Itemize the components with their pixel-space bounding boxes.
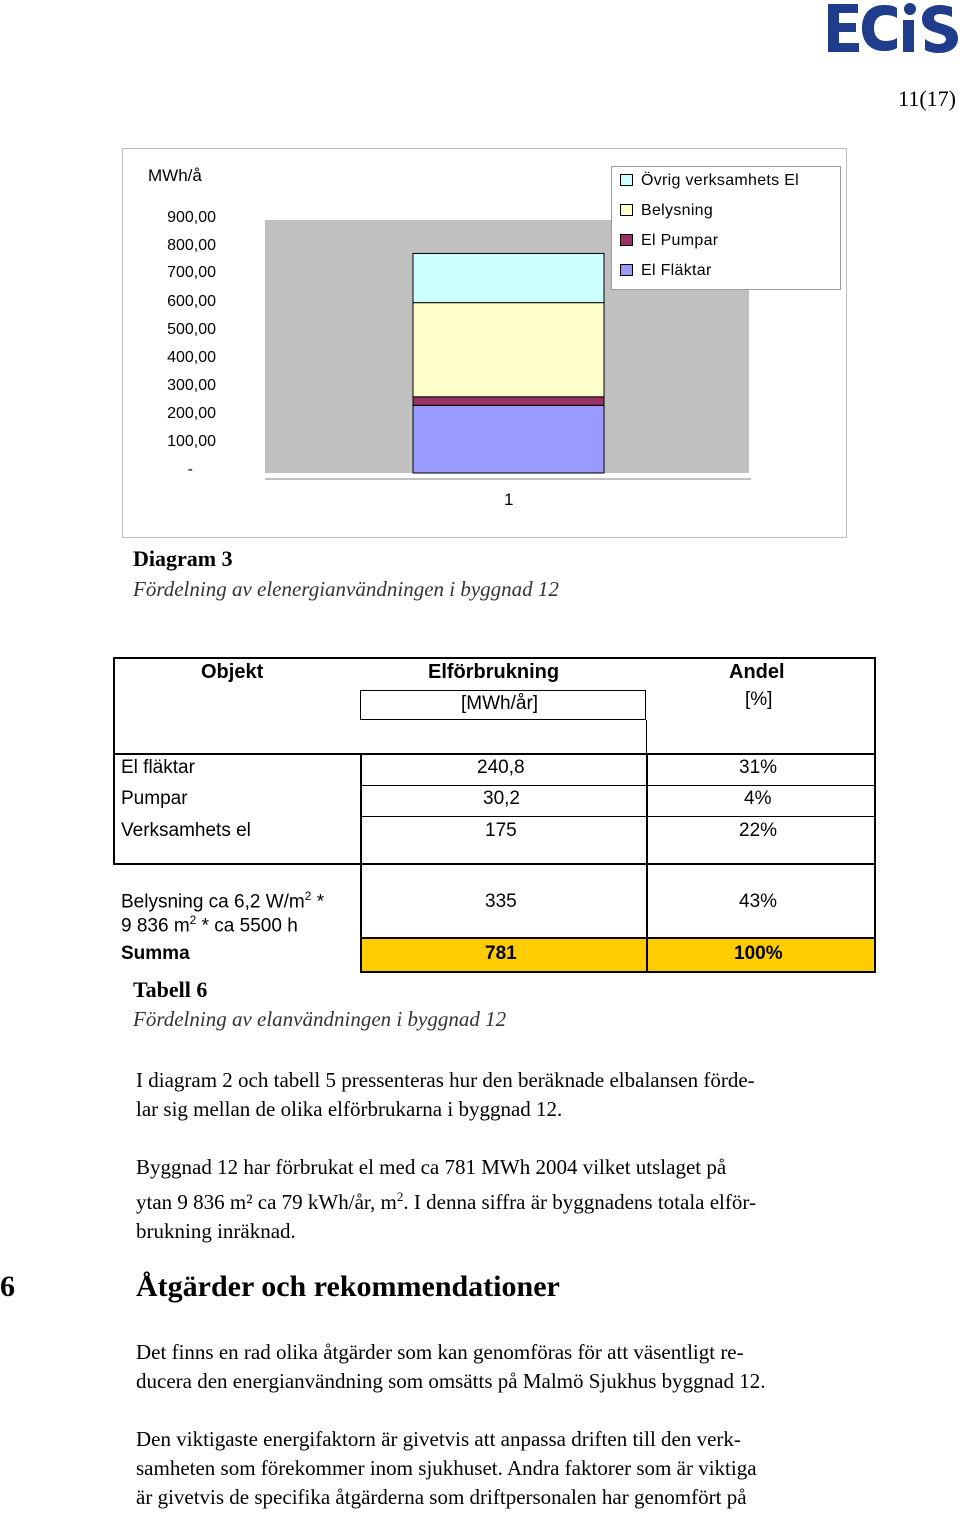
bar-segment-belysning: [413, 303, 604, 397]
row-share: 22%: [739, 820, 778, 841]
diagram-caption-title: Fördelning av elenergianvändningen i byggnad 12: [133, 577, 559, 601]
legend-swatch: [620, 264, 633, 276]
table-border: [360, 937, 876, 939]
paragraph-total-consumption: Byggnad 12 har förbrukat el med ca 781 MWh 2004 vilket utslaget på ytan 9 836 m² ca 79 kWh/år, $m^2$. I denna siffra är byggnadens totala elför- brukning inräknad.: [136, 1155, 756, 1243]
chart-y-axis-label: MWh/å: [148, 166, 202, 185]
legend-item-flaktar: [620, 262, 712, 280]
chart-legend: [611, 166, 841, 290]
y-tick-label: 800,00: [167, 237, 216, 254]
legend-item-pumpar: [620, 232, 718, 250]
table-border: [646, 720, 647, 753]
section-title: Åtgärder och rekommendationer: [136, 1270, 560, 1303]
consumption-table: [113, 657, 876, 973]
section6-paragraph-1: Det finns en rad olika åtgärder som kan genomföras för att väsentligt re- ducera den energianvändning som omsätts på Malmö Sjukhus byggnad 12.: [136, 1340, 766, 1393]
y-tick-label: 500,00: [167, 321, 216, 338]
y-tick-label: 300,00: [167, 377, 216, 394]
header-objekt: Objekt: [201, 661, 264, 683]
y-tick-label: 700,00: [167, 264, 216, 281]
legend-label: Övrig verksamhets El: [641, 172, 800, 189]
bar-segment-el-fl-ktar: [413, 405, 604, 473]
y-tick-label: 600,00: [167, 293, 216, 310]
table-caption-title: Fördelning av elanvändningen i byggnad 12: [133, 1007, 507, 1031]
page-number: 11(17): [898, 86, 956, 111]
table-caption-label: Tabell 6: [133, 977, 208, 1002]
diagram-caption-label: Diagram 3: [133, 546, 233, 571]
table-border: [113, 753, 876, 755]
row-value: 30,2: [483, 788, 520, 809]
header-elforbrukning-unit: [MWh/år]: [461, 693, 539, 714]
belysning-value: 335: [485, 891, 517, 912]
table-border: [360, 971, 876, 973]
y-tick-label: 400,00: [167, 349, 216, 366]
table-border: [874, 657, 876, 973]
bar-segment--vrig-verksamhets-el: [413, 253, 604, 302]
row-divider: [360, 785, 876, 786]
belysning-share: 43%: [739, 891, 778, 912]
row-share: 31%: [739, 757, 778, 778]
row-name: Verksamhets el: [121, 820, 251, 841]
section-number: 6: [0, 1270, 15, 1303]
row-divider: [360, 816, 876, 817]
summa-label: Summa: [121, 943, 190, 964]
legend-swatch: [620, 234, 633, 246]
y-tick-label: 100,00: [167, 433, 216, 450]
row-name: El fläktar: [121, 757, 195, 778]
legend-item-belysning: [620, 202, 713, 220]
header-elforbrukning: Elförbrukning: [428, 661, 560, 683]
bar-segment-el-pumpar: [413, 397, 604, 405]
legend-swatch: [620, 174, 633, 186]
table-border: [113, 863, 876, 865]
belysning-line1: Belysning ca 6,2 $W/m^2$ *: [121, 889, 325, 913]
y-tick-label: 200,00: [167, 405, 216, 422]
legend-label: El Pumpar: [641, 232, 719, 249]
row-name: Pumpar: [121, 788, 188, 809]
header-andel-unit: [%]: [745, 689, 773, 710]
y-tick-label: 900,00: [167, 209, 216, 226]
legend-item-ovrig: [620, 172, 799, 190]
row-share: 4%: [744, 788, 772, 809]
table-border: [113, 657, 115, 865]
row-value: 240,8: [477, 757, 525, 778]
y-tick-label: -: [187, 461, 193, 478]
legend-label: El Fläktar: [641, 262, 712, 279]
legend-label: Belysning: [641, 202, 714, 219]
table-border: [113, 657, 876, 659]
paragraph-diagram-intro: I diagram 2 och tabell 5 pressenteras hur den beräknade elbalansen förde- lar sig mellan de olika elförbrukarna i byggnad 12.: [136, 1068, 755, 1121]
legend-swatch: [620, 204, 633, 216]
belysning-line2: 9 836 $m^2$ * ca 5500 h: [121, 913, 298, 937]
chart-x-tick-label: 1: [504, 490, 514, 509]
summa-value: 781: [485, 943, 517, 964]
header-andel: Andel: [729, 661, 785, 683]
summa-share: 100%: [734, 943, 783, 964]
row-value: 175: [485, 820, 517, 841]
section6-paragraph-2: Den viktigaste energifaktorn är givetvis att anpassa driften till den verk- samheten som förekommer inom sjukhuset. Andra faktorer som är viktiga är givetvis de specifika åtgärderna som driftpersonalen har genomfört på: [136, 1427, 757, 1509]
